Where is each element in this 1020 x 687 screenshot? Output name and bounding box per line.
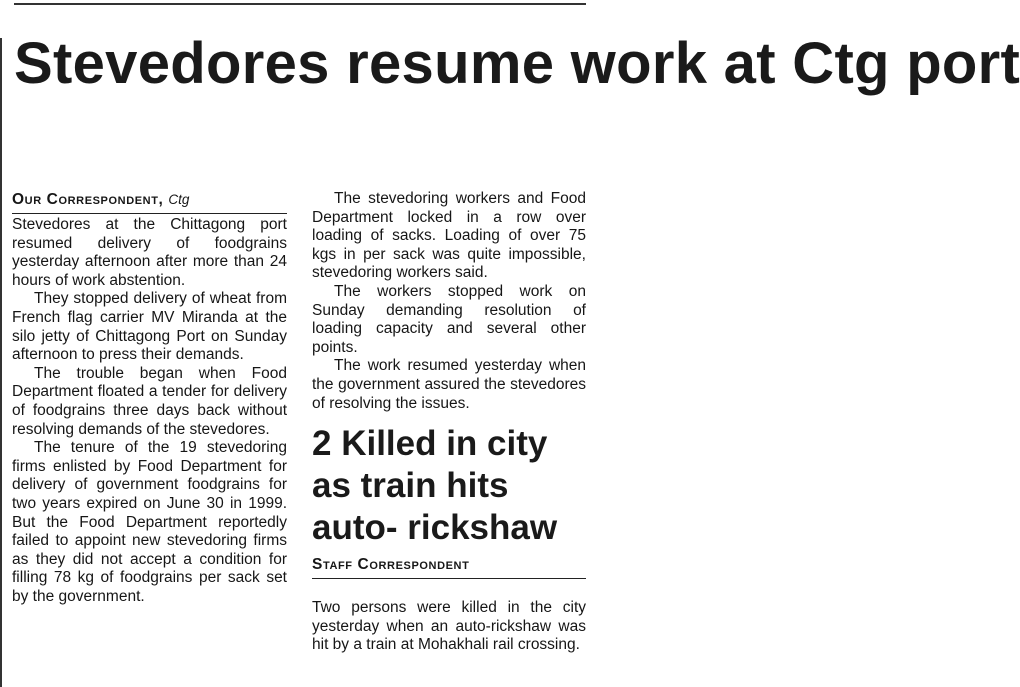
headline-line: as train hits (312, 466, 509, 506)
second-article-headline (312, 423, 586, 549)
left-column (12, 190, 287, 606)
article-paragraph: The stevedoring workers and Food Department locked in a row over loading of sacks. Loading of over 75 kgs in per sack was quite impossible, stevedoring workers said. (312, 190, 586, 282)
article-byline (12, 190, 287, 214)
article-paragraph: They stopped delivery of wheat from French flag carrier MV Miranda at the silo jetty of Chittagong Port on Sunday afternoon to press their demands. (12, 290, 287, 364)
left-column-rule (0, 38, 2, 687)
article-paragraph: The workers stopped work on Sunday demanding resolution of loading capacity and several other points. (312, 282, 586, 356)
headline-line: 2 Killed in city (312, 424, 548, 464)
byline-place: Ctg (168, 192, 190, 207)
article-paragraph: Stevedores at the Chittagong port resumed delivery of foodgrains yesterday afternoon after more than 24 hours of work abstention. (12, 216, 287, 289)
headline-line: auto- rickshaw (312, 508, 558, 548)
second-article-byline: Staff Correspondent (312, 555, 586, 579)
article-paragraph: The tenure of the 19 stevedoring firms enlisted by Food Department for delivery of government foodgrains for two years expired on June 30 in 1999. But the Food Department reportedly failed to appoint new stevedoring firms as they did not accept a condition for filling 78 kg of foodgrains per sack set by the government. (12, 439, 287, 605)
byline-name: Our Correspondent, (12, 191, 164, 208)
article-headline: Stevedores resume work at Ctg port (14, 31, 1020, 96)
second-article-paragraph: Two persons were killed in the city yesterday when an auto-rickshaw was hit by a train at Mohakhali rail crossing. (312, 599, 586, 654)
article-paragraph: The work resumed yesterday when the government assured the stevedores of resolving the issues. (312, 357, 586, 412)
right-column (312, 190, 586, 655)
top-rule (14, 3, 586, 5)
article-paragraph: The trouble began when Food Department floated a tender for delivery of foodgrains three days back without resolving demands of the stevedores. (12, 364, 287, 438)
